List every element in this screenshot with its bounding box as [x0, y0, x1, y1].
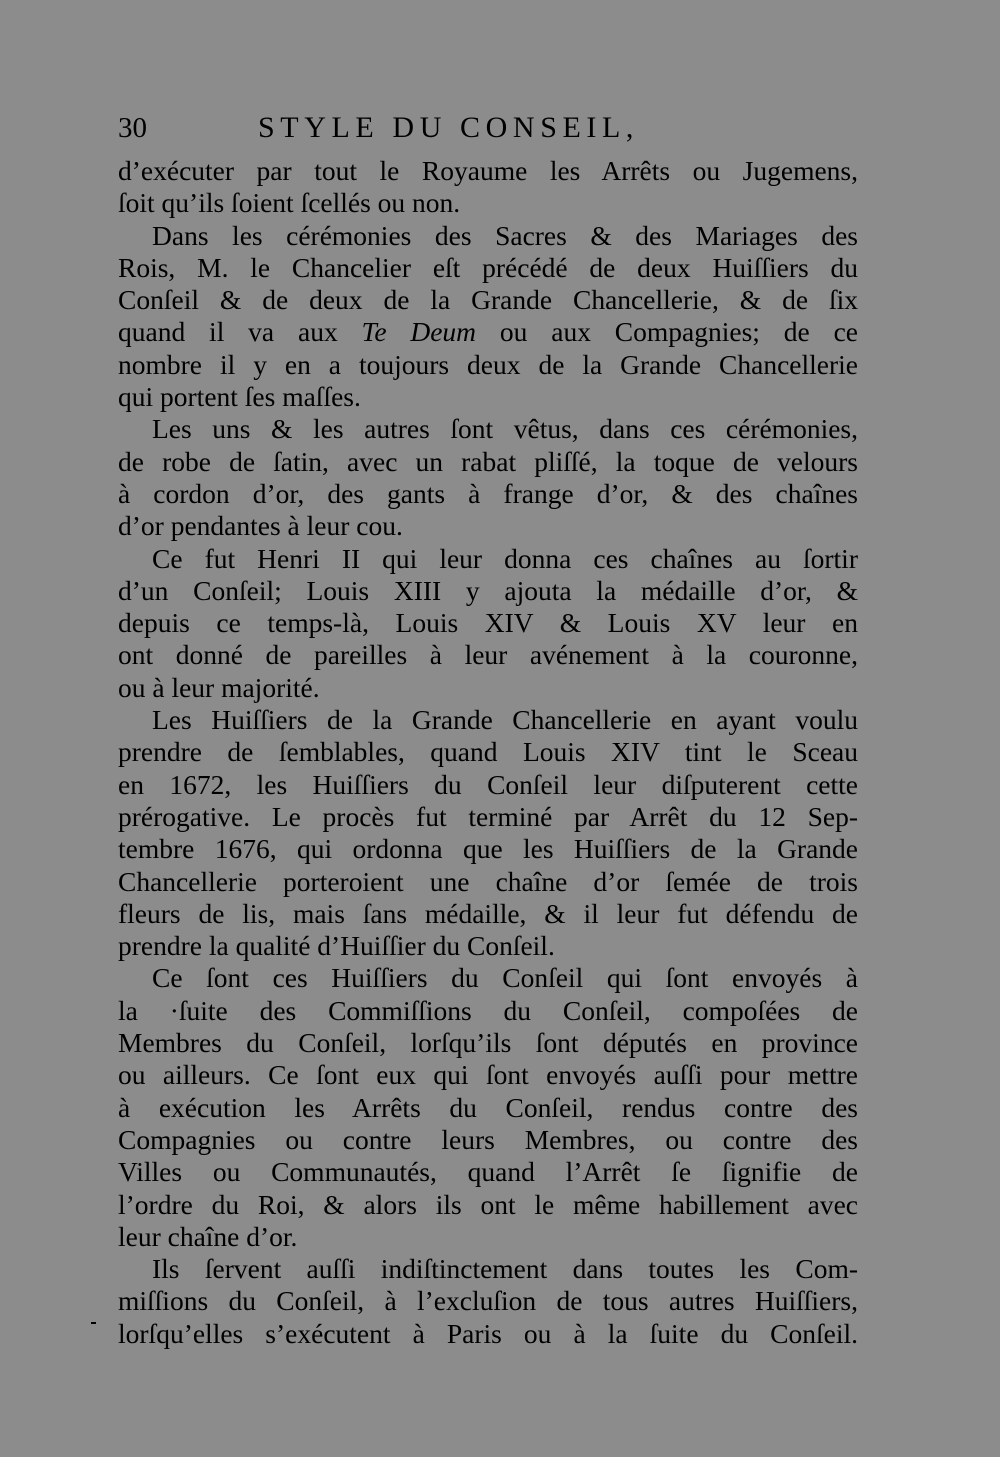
text-line: la ·ſuite des Commiſſions du Conſeil, compoſées de [118, 994, 858, 1026]
text-line: Villes ou Communautés, quand l’Arrêt ſe ſignifie de [118, 1156, 858, 1188]
text-line: Les uns & les autres ſont vêtus, dans ces cérémonies, [152, 413, 858, 445]
text-line: lorſqu’elles s’exécutent à Paris ou à la ſuite du Conſeil. [118, 1317, 858, 1349]
text-line: depuis ce temps-là, Louis XIV & Louis XV leur en [118, 607, 858, 639]
text-line: Les Huiſſiers de la Grande Chancellerie en ayant voulu [152, 704, 858, 736]
body-text [118, 155, 858, 1350]
text-line: nombre il y en a toujours deux de la Grande Chancellerie [118, 348, 858, 380]
text-line: à cordon d’or, des gants à frange d’or, & des chaînes [118, 477, 858, 509]
text-line: Dans les cérémonies des Sacres & des Mariages des [152, 219, 858, 251]
text-line: miſſions du Conſeil, à l’excluſion de tous autres Huiſſiers, [118, 1285, 858, 1317]
page-number: 30 [118, 112, 147, 144]
text-line: ſoit qu’ils ſoient ſcellés ou non. [118, 187, 461, 219]
italic-phrase: Te Deum [361, 316, 477, 348]
text-line: fleurs de lis, mais ſans médaille, & il leur fut défendu de [118, 897, 858, 929]
text-line: Rois, M. le Chancelier eſt précédé de deux Huiſſiers du [118, 251, 858, 283]
text-line: Chancellerie porteroient une chaîne d’or ſemée de trois [118, 865, 858, 897]
text-line: d’or pendantes à leur cou. [118, 510, 403, 542]
text-line: d’exécuter par tout le Royaume les Arrêts ou Jugemens, [118, 155, 858, 186]
text-line: quand il va aux Te Deum ou aux Compagnies; de ce [118, 316, 858, 348]
text-line: prendre la qualité d’Huiſſier du Conſeil. [118, 930, 555, 962]
text-line: ou à leur majorité. [118, 671, 320, 703]
text-line: qui portent ſes maſſes. [118, 381, 361, 413]
text-line: d’un Conſeil; Louis XIII y ajouta la médaille d’or, & [118, 574, 858, 606]
text-line: Ce fut Henri II qui leur donna ces chaînes au ſortir [152, 542, 858, 574]
text-line: Conſeil & de deux de la Grande Chancellerie, & de ſix [118, 284, 858, 316]
text-line: Ce ſont ces Huiſſiers du Conſeil qui ſont envoyés à [152, 962, 858, 994]
text-line: tembre 1676, qui ordonna que les Huiſſiers de la Grande [118, 833, 858, 865]
text-line: à exécution les Arrêts du Conſeil, rendus contre des [118, 1091, 858, 1123]
text-line: Compagnies ou contre leurs Membres, ou contre des [118, 1123, 858, 1155]
text-line: ou ailleurs. Ce ſont eux qui ſont envoyés auſſi pour mettre [118, 1059, 858, 1091]
text-line: l’ordre du Roi, & alors ils ont le même habillement avec [118, 1188, 858, 1220]
margin-mark [91, 1322, 96, 1324]
text-line: prendre de ſemblables, quand Louis XIV tint le Sceau [118, 736, 858, 768]
text-line: leur chaîne d’or. [118, 1220, 298, 1252]
text-line: ont donné de pareilles à leur avénement à la couronne, [118, 639, 858, 671]
text-line: Ils ſervent auſſi indiſtinctement dans toutes les Com- [152, 1253, 858, 1285]
text-line: en 1672, les Huiſſiers du Conſeil leur diſputerent cette [118, 768, 858, 800]
text-line: prérogative. Le procès fut terminé par Arrêt du 12 Sep- [118, 800, 858, 832]
running-title: STYLE DU CONSEIL, [258, 111, 640, 144]
running-head [118, 108, 858, 148]
text-line: de robe de ſatin, avec un rabat pliſſé, la toque de velours [118, 445, 858, 477]
text-line: Membres du Conſeil, lorſqu’ils ſont députés en province [118, 1027, 858, 1059]
